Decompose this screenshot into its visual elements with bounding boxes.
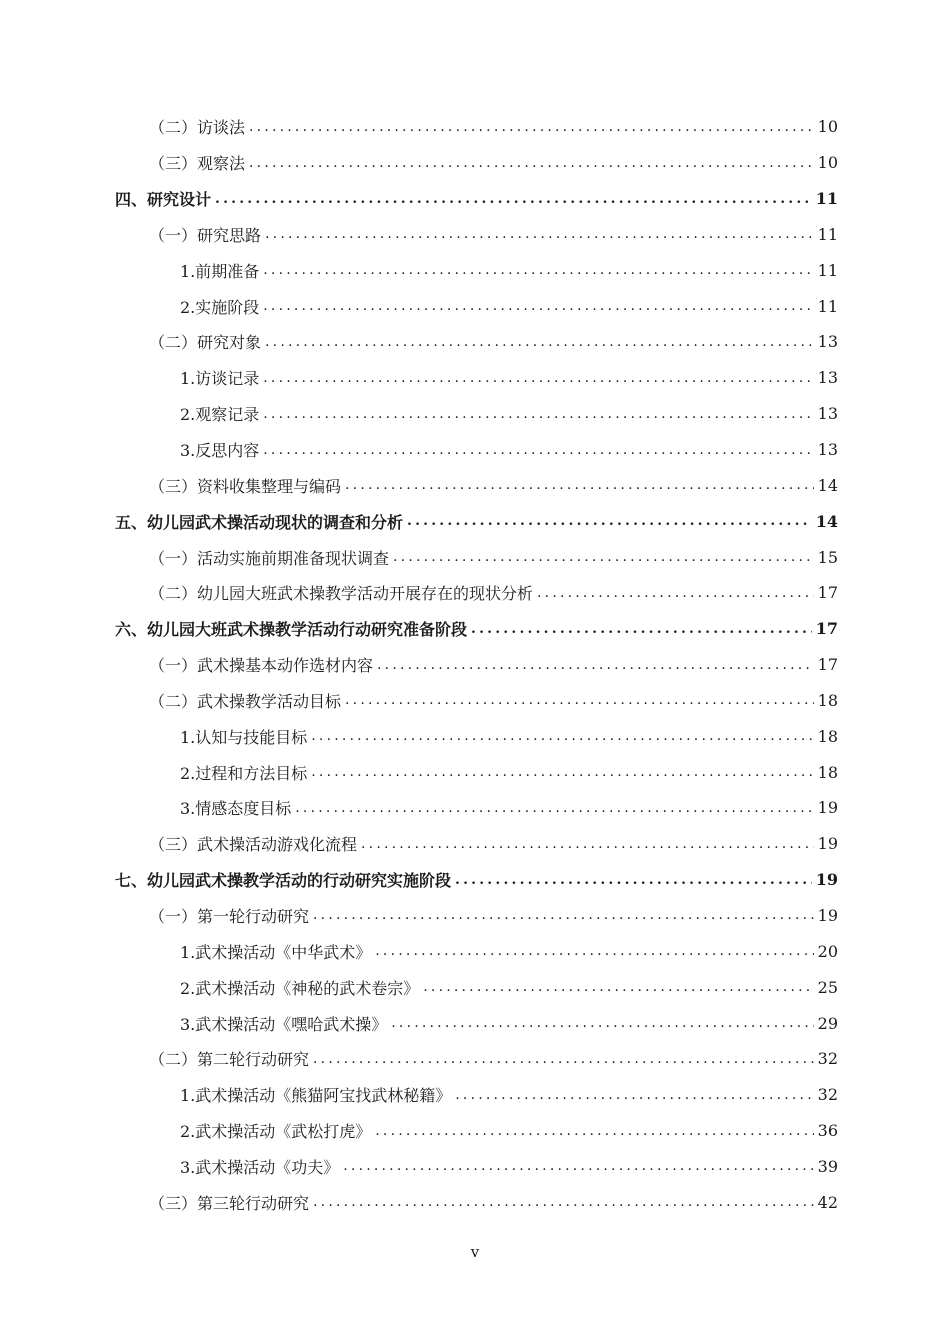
dot-leader	[265, 334, 814, 350]
toc-entry-page-number: 17	[815, 619, 838, 639]
dot-leader	[423, 979, 813, 995]
dot-leader	[455, 872, 812, 888]
toc-entry-title: （一）武术操基本动作选材内容	[149, 656, 374, 676]
dot-leader	[391, 1015, 813, 1031]
dot-leader	[249, 119, 814, 135]
toc-entry-page-number: 15	[817, 547, 838, 567]
dot-leader	[311, 764, 813, 780]
dot-leader	[249, 155, 814, 171]
toc-entry-page-number: 10	[817, 117, 838, 137]
toc-entry-title: 2.过程和方法目标	[180, 763, 308, 783]
toc-entry-page-number: 29	[817, 1013, 838, 1033]
dot-leader	[361, 836, 814, 852]
toc-entry[interactable]	[0, 933, 950, 969]
table-of-contents	[0, 109, 950, 1220]
toc-entry-page-number: 11	[817, 260, 838, 280]
dot-leader	[393, 549, 814, 565]
toc-entry-title: 2.观察记录	[180, 405, 260, 425]
toc-entry-title: 1.访谈记录	[180, 369, 260, 389]
toc-entry-page-number: 42	[817, 1192, 838, 1212]
toc-entry-title: （三）武术操活动游戏化流程	[149, 835, 358, 855]
dot-leader	[537, 585, 814, 601]
toc-entry-page-number: 19	[817, 905, 838, 925]
toc-entry[interactable]	[0, 826, 950, 862]
toc-entry-title: 3.反思内容	[180, 441, 260, 461]
toc-entry-title: （二）幼儿园大班武术操教学活动开展存在的现状分析	[149, 584, 534, 604]
toc-entry-title: 2.武术操活动《武松打虎》	[180, 1122, 372, 1142]
toc-entry-page-number: 10	[817, 153, 838, 173]
dot-leader	[455, 1087, 813, 1103]
toc-entry[interactable]	[0, 1148, 950, 1184]
toc-entry-title: 六、幼儿园大班武术操教学活动行动研究准备阶段	[115, 620, 468, 640]
toc-entry[interactable]	[0, 898, 950, 934]
toc-entry-title: （三）观察法	[149, 154, 246, 174]
dot-leader	[407, 513, 812, 529]
toc-entry-page-number: 32	[817, 1085, 838, 1105]
toc-entry-title: （一）活动实施前期准备现状调查	[149, 548, 390, 568]
toc-entry[interactable]	[0, 252, 950, 288]
toc-entry-title: （二）武术操教学活动目标	[149, 691, 342, 711]
toc-entry-title: （二）研究对象	[149, 333, 262, 353]
toc-entry-page-number: 13	[817, 404, 838, 424]
toc-entry-page-number: 13	[817, 368, 838, 388]
page-number-footer: v	[470, 1243, 480, 1261]
toc-entry-title: 四、研究设计	[115, 190, 212, 210]
toc-entry[interactable]	[0, 718, 950, 754]
toc-entry[interactable]	[0, 109, 950, 145]
toc-entry-page-number: 13	[817, 332, 838, 352]
toc-entry-title: 五、幼儿园武术操活动现状的调查和分析	[115, 512, 404, 532]
toc-entry-page-number: 18	[817, 762, 838, 782]
dot-leader	[345, 477, 814, 493]
toc-entry-title: 3.情感态度目标	[180, 799, 292, 819]
toc-entry[interactable]	[0, 288, 950, 324]
dot-leader	[265, 226, 814, 242]
toc-entry-title: 1.武术操活动《熊猫阿宝找武林秘籍》	[180, 1086, 452, 1106]
toc-entry-title: 七、幼儿园武术操教学活动的行动研究实施阶段	[115, 871, 452, 891]
dot-leader	[295, 800, 813, 816]
dot-leader	[471, 621, 812, 637]
toc-entry-title: （三）第三轮行动研究	[149, 1193, 310, 1213]
dot-leader	[263, 370, 813, 386]
toc-entry-page-number: 25	[817, 977, 838, 997]
toc-entry-page-number: 19	[817, 798, 838, 818]
toc-entry-page-number: 14	[817, 475, 838, 495]
toc-entry-title: （一）第一轮行动研究	[149, 906, 310, 926]
toc-entry-title: 3.武术操活动《嘿哈武术操》	[180, 1014, 388, 1034]
dot-leader	[263, 442, 813, 458]
toc-entry-page-number: 17	[817, 655, 838, 675]
toc-entry-page-number: 17	[817, 583, 838, 603]
toc-entry[interactable]	[0, 1184, 950, 1220]
toc-entry[interactable]	[0, 539, 950, 575]
toc-entry-title: （二）访谈法	[149, 118, 246, 138]
toc-entry-page-number: 32	[817, 1049, 838, 1069]
dot-leader	[375, 943, 813, 959]
toc-entry[interactable]	[0, 217, 950, 253]
toc-entry[interactable]	[0, 611, 950, 647]
toc-entry-title: 3.武术操活动《功夫》	[180, 1157, 340, 1177]
toc-entry-title: 2.武术操活动《神秘的武术卷宗》	[180, 978, 420, 998]
dot-leader	[215, 191, 812, 207]
toc-entry-page-number: 19	[817, 834, 838, 854]
dot-leader	[313, 1051, 814, 1067]
dot-leader	[263, 406, 813, 422]
dot-leader	[311, 728, 813, 744]
toc-entry-page-number: 19	[815, 870, 838, 890]
dot-leader	[345, 692, 814, 708]
toc-entry-page-number: 11	[817, 224, 838, 244]
toc-entry[interactable]	[0, 1077, 950, 1113]
toc-entry[interactable]	[0, 683, 950, 719]
toc-entry[interactable]	[0, 396, 950, 432]
toc-entry[interactable]	[0, 360, 950, 396]
toc-entry-page-number: 13	[817, 440, 838, 460]
toc-entry[interactable]	[0, 467, 950, 503]
toc-entry[interactable]	[0, 754, 950, 790]
toc-entry[interactable]	[0, 575, 950, 611]
toc-entry[interactable]	[0, 647, 950, 683]
toc-entry[interactable]	[0, 181, 950, 217]
dot-leader	[313, 907, 814, 923]
toc-entry[interactable]	[0, 503, 950, 539]
toc-entry-title: 1.认知与技能目标	[180, 727, 308, 747]
dot-leader	[377, 657, 814, 673]
toc-entry[interactable]	[0, 1113, 950, 1149]
toc-entry[interactable]	[0, 324, 950, 360]
toc-entry[interactable]	[0, 1005, 950, 1041]
toc-entry[interactable]	[0, 790, 950, 826]
toc-entry-title: （一）研究思路	[149, 225, 262, 245]
toc-entry-title: 1.前期准备	[180, 261, 260, 281]
dot-leader	[313, 1194, 814, 1210]
toc-entry[interactable]	[0, 862, 950, 898]
dot-leader	[263, 262, 813, 278]
toc-entry-page-number: 39	[817, 1156, 838, 1176]
toc-entry-title: （三）资料收集整理与编码	[149, 476, 342, 496]
toc-entry-page-number: 18	[817, 690, 838, 710]
dot-leader	[375, 1123, 813, 1139]
toc-entry-title: 1.武术操活动《中华武术》	[180, 942, 372, 962]
toc-entry[interactable]	[0, 145, 950, 181]
toc-entry[interactable]	[0, 432, 950, 468]
dot-leader	[343, 1158, 813, 1174]
toc-entry-page-number: 14	[815, 511, 838, 531]
toc-entry-title: 2.实施阶段	[180, 297, 260, 317]
toc-entry-page-number: 11	[817, 296, 838, 316]
toc-entry-page-number: 20	[817, 941, 838, 961]
dot-leader	[263, 298, 813, 314]
toc-entry[interactable]	[0, 1041, 950, 1077]
toc-entry[interactable]	[0, 969, 950, 1005]
toc-entry-page-number: 11	[815, 189, 838, 209]
toc-entry-page-number: 36	[817, 1121, 838, 1141]
toc-entry-title: （二）第二轮行动研究	[149, 1050, 310, 1070]
toc-entry-page-number: 18	[817, 726, 838, 746]
